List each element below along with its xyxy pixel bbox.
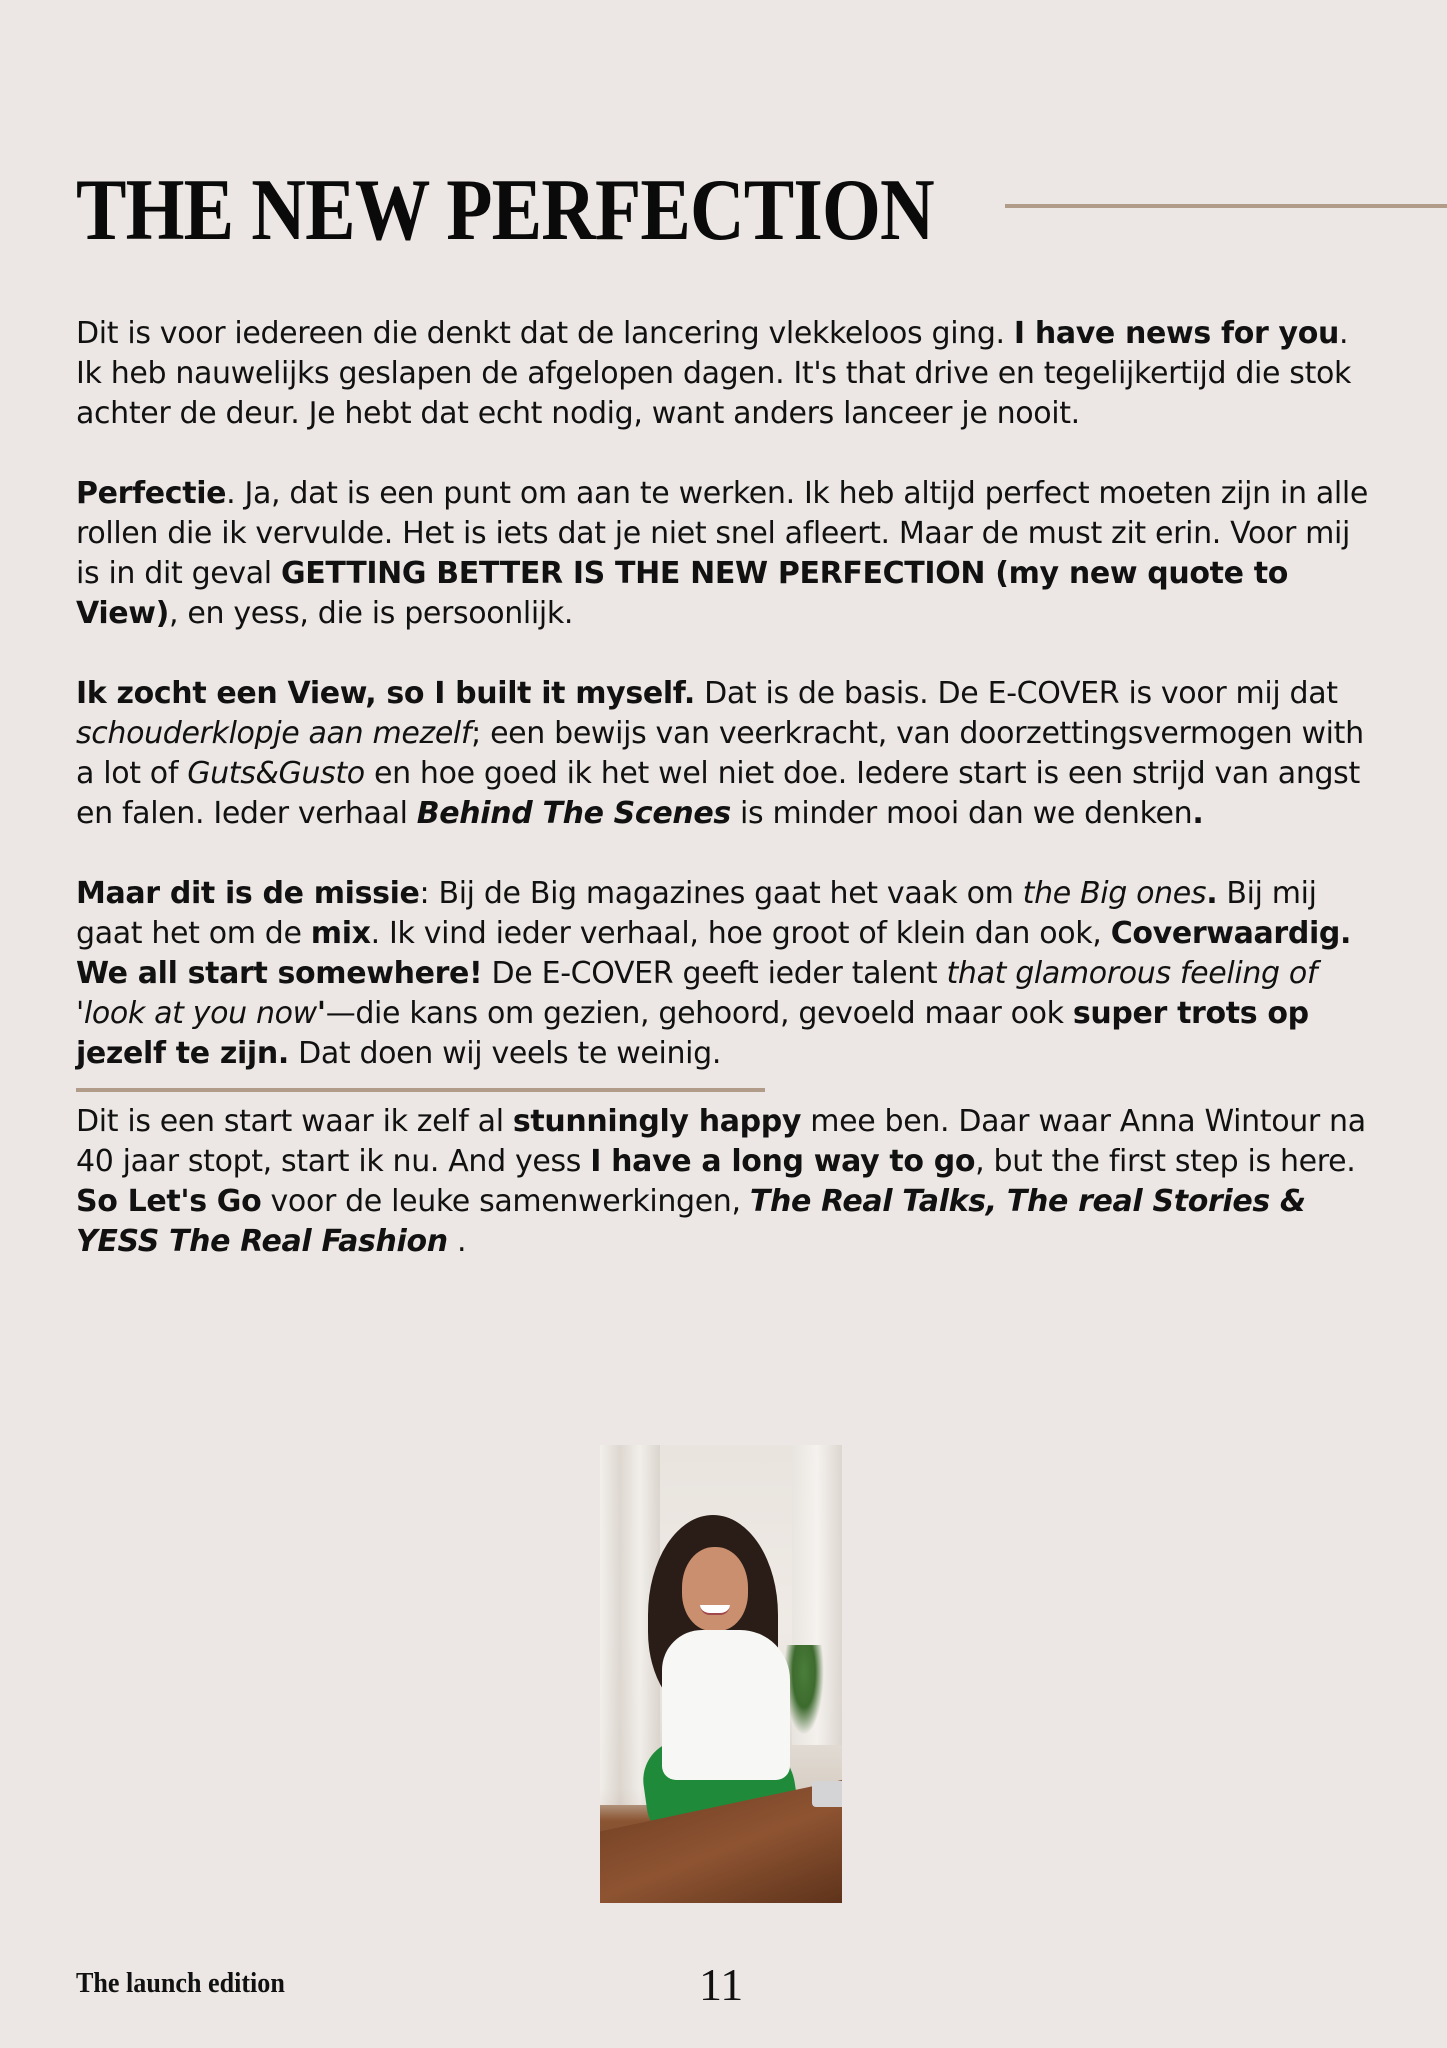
text-segment: The Real Talks, The real Stories & YESS The Real Fashion xyxy=(76,1184,1306,1259)
text-segment: Dat is de basis. De E-COVER is voor mij dat xyxy=(694,676,1338,711)
text-segment: . xyxy=(1206,876,1218,911)
page-title: THE NEW PERFECTION xyxy=(76,162,934,259)
text-segment: . xyxy=(447,1224,467,1259)
text-segment: Dat doen wij veels te weinig. xyxy=(288,1036,722,1071)
paragraph-intro xyxy=(76,314,1376,434)
text-segment: I have a long way to go xyxy=(590,1144,976,1179)
text-segment: So Let's Go xyxy=(76,1184,262,1219)
text-segment: . Ik heb nauwelijks geslapen de afgelopen dagen. It's that drive en tegelijkertijd die stok achter de deur. Je hebt dat echt nodig, want anders lanceer je nooit. xyxy=(76,316,1352,431)
footer-edition-label: The launch edition xyxy=(76,1967,285,1999)
paragraph-closing xyxy=(76,1102,1376,1262)
text-segment: ' xyxy=(316,996,326,1031)
text-segment: GETTING BETTER IS THE NEW PERFECTION (my new quote to View) xyxy=(76,556,1289,631)
text-segment: , en yess, die is persoonlijk. xyxy=(169,596,574,631)
text-segment: Guts&Gusto xyxy=(187,756,365,791)
text-segment: that glamorous feeling of 'look at you now xyxy=(76,956,1318,1031)
text-segment: stunningly happy xyxy=(512,1104,802,1139)
text-segment: Maar dit is de missie xyxy=(76,876,420,911)
text-segment: Coverwaardig. We all start somewhere! xyxy=(76,916,1352,991)
text-segment: Behind The Scenes xyxy=(416,796,731,831)
text-segment: super trots op jezelf te zijn. xyxy=(76,996,1309,1071)
face xyxy=(682,1547,748,1631)
text-segment: De E-COVER geeft ieder talent xyxy=(482,956,947,991)
text-segment: en hoe goed ik het wel niet doe. Iedere start is een strijd van angst en falen. Ieder verhaal xyxy=(76,756,1360,831)
plant xyxy=(784,1645,824,1735)
article-body xyxy=(76,314,1376,1302)
text-segment: : Bij de Big magazines gaat het vaak om xyxy=(419,876,1023,911)
text-segment: Ik zocht een View, so I built it myself. xyxy=(76,676,695,711)
author-photo xyxy=(600,1445,842,1903)
section-divider xyxy=(76,1088,765,1092)
white-blouse xyxy=(662,1630,790,1780)
paragraph-perfectie xyxy=(76,474,1376,634)
paragraph-missie xyxy=(76,874,1376,1074)
text-segment: schouderklopje aan mezelf xyxy=(76,716,472,751)
text-segment: , but the first step is here. xyxy=(975,1144,1356,1179)
text-segment: ; een bewijs van veerkracht, van doorzettingsvermogen with a lot of xyxy=(76,716,1364,791)
laptop xyxy=(812,1781,842,1807)
text-segment: . Ik vind ieder verhaal, hoe groot of klein dan ook, xyxy=(370,916,1111,951)
paragraph-view xyxy=(76,674,1376,834)
page-number: 11 xyxy=(699,1959,744,2010)
text-segment: Bij mij gaat het om de xyxy=(76,876,1317,951)
text-segment: voor de leuke samenwerkingen, xyxy=(261,1184,750,1219)
text-segment: I have news for you xyxy=(1013,316,1339,351)
text-segment: Dit is voor iedereen die denkt dat de lancering vlekkeloos ging. xyxy=(76,316,1014,351)
text-segment: Perfectie xyxy=(76,476,227,511)
text-segment: mee ben. Daar waar Anna Wintour na 40 jaar stopt, start ik nu. And yess xyxy=(76,1104,1366,1179)
header-divider xyxy=(1005,204,1447,208)
text-segment: the Big ones xyxy=(1022,876,1207,911)
text-segment: is minder mooi dan we denken xyxy=(730,796,1193,831)
text-segment: —die kans om gezien, gehoord, gevoeld maar ook xyxy=(325,996,1073,1031)
text-segment: Dit is een start waar ik zelf al xyxy=(76,1104,513,1139)
text-segment: . Ja, dat is een punt om aan te werken. Ik heb altijd perfect moeten zijn in alle rollen die ik vervulde. Het is iets dat je niet snel afleert. Maar de must zit erin. Voor mij is in dit geval xyxy=(76,476,1368,591)
text-segment: . xyxy=(1192,796,1204,831)
text-segment: mix xyxy=(310,916,371,951)
